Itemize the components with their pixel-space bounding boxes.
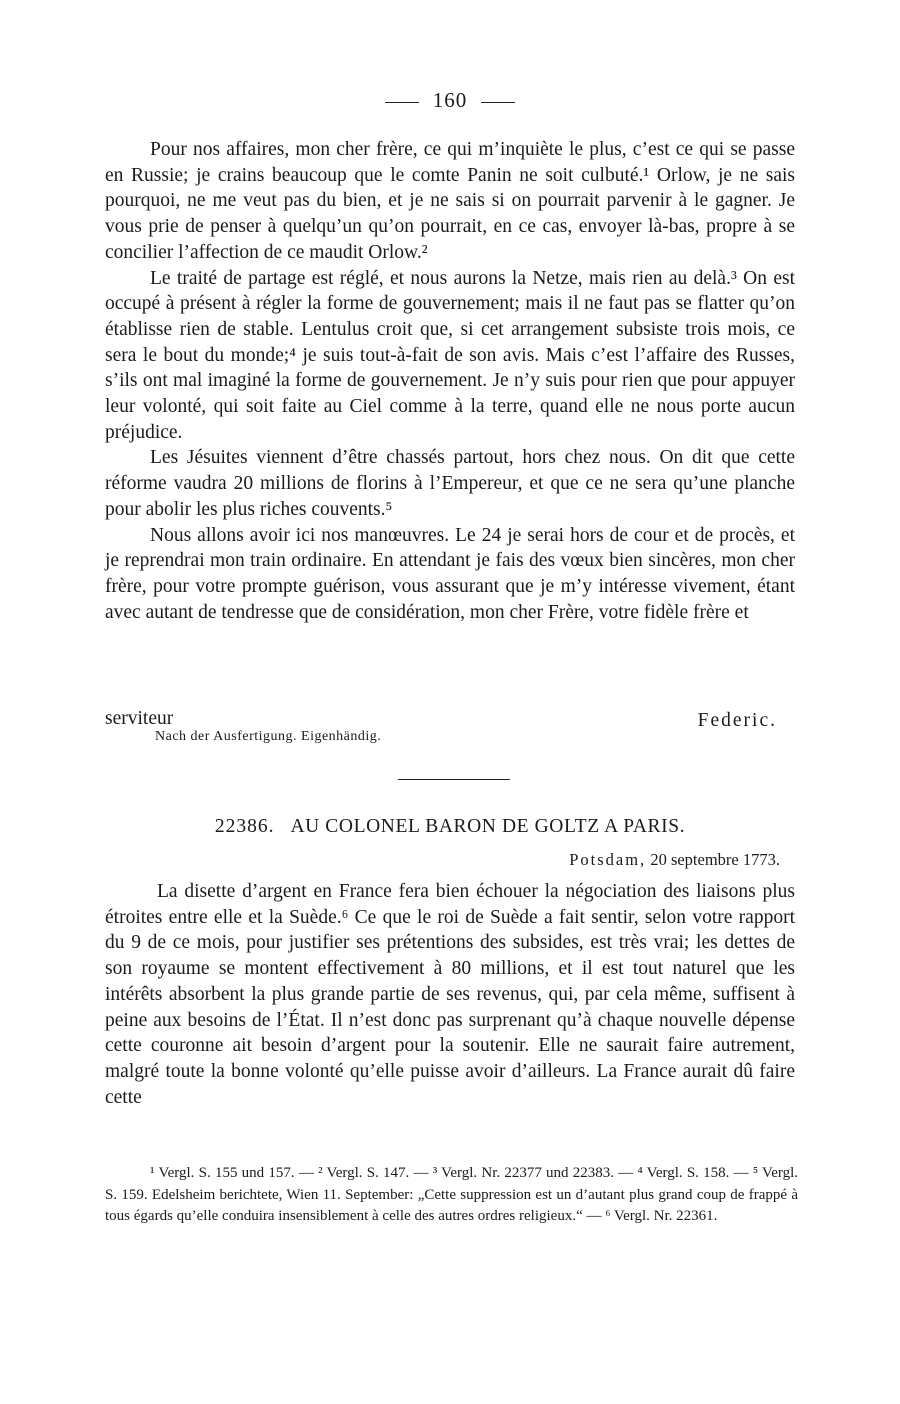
paragraph: Pour nos affaires, mon cher frère, ce qui m’inquiète le plus, c’est ce qui se passe en Russie; je crains beaucoup que le comte Panin ne soit culbuté.¹ Orlow, je ne sais pourquoi, ne me veut pas du bien, et je ne sais si on pourrait parvenir à le gagner. Je vous prie de penser à quelqu’un qu’on pourrait, en ce cas, envoyer là-bas, propre à se concilier l’affection de ce maudit Orlow.² — [105, 139, 795, 263]
signature: Federic. — [697, 710, 777, 731]
footnote-text: ¹ Vergl. S. 155 und 157. — ² Vergl. S. 147. — ³ Vergl. Nr. 22377 und 22383. — ⁴ Vergl. S. 158. — ⁵ Vergl. S. 159. Edelsheim berichtete, Wien 11. September: „Cette suppression est un d’autant plus grand coup de frappé à tous égards qu’elle conduira insensiblement à celle des autres ordres religieux.“ — ⁶ Vergl. Nr. 22361. — [105, 1165, 798, 1224]
source-note: Nach der Ausfertigung. Eigenhändig. — [155, 729, 382, 744]
letter-body — [105, 879, 795, 1110]
closing-word: serviteur — [105, 708, 174, 729]
letter-body — [105, 137, 795, 625]
paragraph: Les Jésuites viennent d’être chassés partout, hors chez nous. On dit que cette réforme vaudra 20 millions de florins à l’Empereur, et que ce ne sera qu’une planche pour abolir les plus riches couvents.⁵ — [105, 447, 795, 520]
dateline-place: Potsdam, — [569, 850, 647, 869]
letter-number: 22386. — [214, 816, 275, 837]
page-header — [0, 88, 900, 113]
dateline — [569, 850, 780, 870]
letter-heading — [0, 816, 900, 838]
footnotes — [105, 1163, 798, 1228]
section-divider — [398, 779, 510, 780]
header-dash-right — [481, 102, 515, 103]
paragraph: Le traité de partage est réglé, et nous aurons la Netze, mais rien au delà.³ On est occupé à présent à régler la forme de gouvernement; mais il ne faut pas se flatter qu’on établisse rien de stable. Lentulus croit que, si cet arrangement subsiste trois mois, ce sera le bout du monde;⁴ je suis tout-à-fait de son avis. Mais c’est l’affaire des Russes, s’ils ont mal imaginé la forme de gouvernement. Je n’y suis pour rien que pour appuyer leur volonté, qui soit faite au Ciel comme à la terre, quand elle ne nous porte aucun préjudice. — [105, 267, 795, 443]
paragraph: La disette d’argent en France fera bien échouer la négociation des liaisons plus étroites entre elle et la Suède.⁶ Ce que le roi de Suède a fait sentir, selon votre rapport du 9 de ce mois, pour justifier ses prétentions des subsides, est très vrai; les dettes de son royaume se montent effectivement à 80 millions, et il est tout naturel que les intérêts absorbent la plus grande partie de ses revenus, qui, par cela même, suffisent à peine aux besoins de l’État. Il n’est donc pas surprenant qu’à chaque nouvelle dépense cette couronne ait besoin d’argent pour la soutenir. Elle ne saurait faire autrement, malgré toute la bonne volonté qu’elle puisse avoir d’ailleurs. La France aurait dû faire cette — [105, 881, 795, 1108]
paragraph: Nous allons avoir ici nos manœuvres. Le 24 je serai hors de cour et de procès, et je reprendrai mon train ordinaire. En attendant je fais des vœux bien sincères, mon cher frère, pour votre prompte guérison, vous assurant que je m’y intéresse vivement, étant avec autant de tendresse que de considération, mon cher Frère, votre fidèle frère et — [105, 524, 795, 623]
page-number: 160 — [432, 88, 468, 112]
dateline-date: 20 septembre 1773. — [650, 850, 780, 869]
letter-title: AU COLONEL BARON DE GOLTZ A PARIS. — [290, 816, 686, 837]
header-dash-left — [385, 102, 419, 103]
